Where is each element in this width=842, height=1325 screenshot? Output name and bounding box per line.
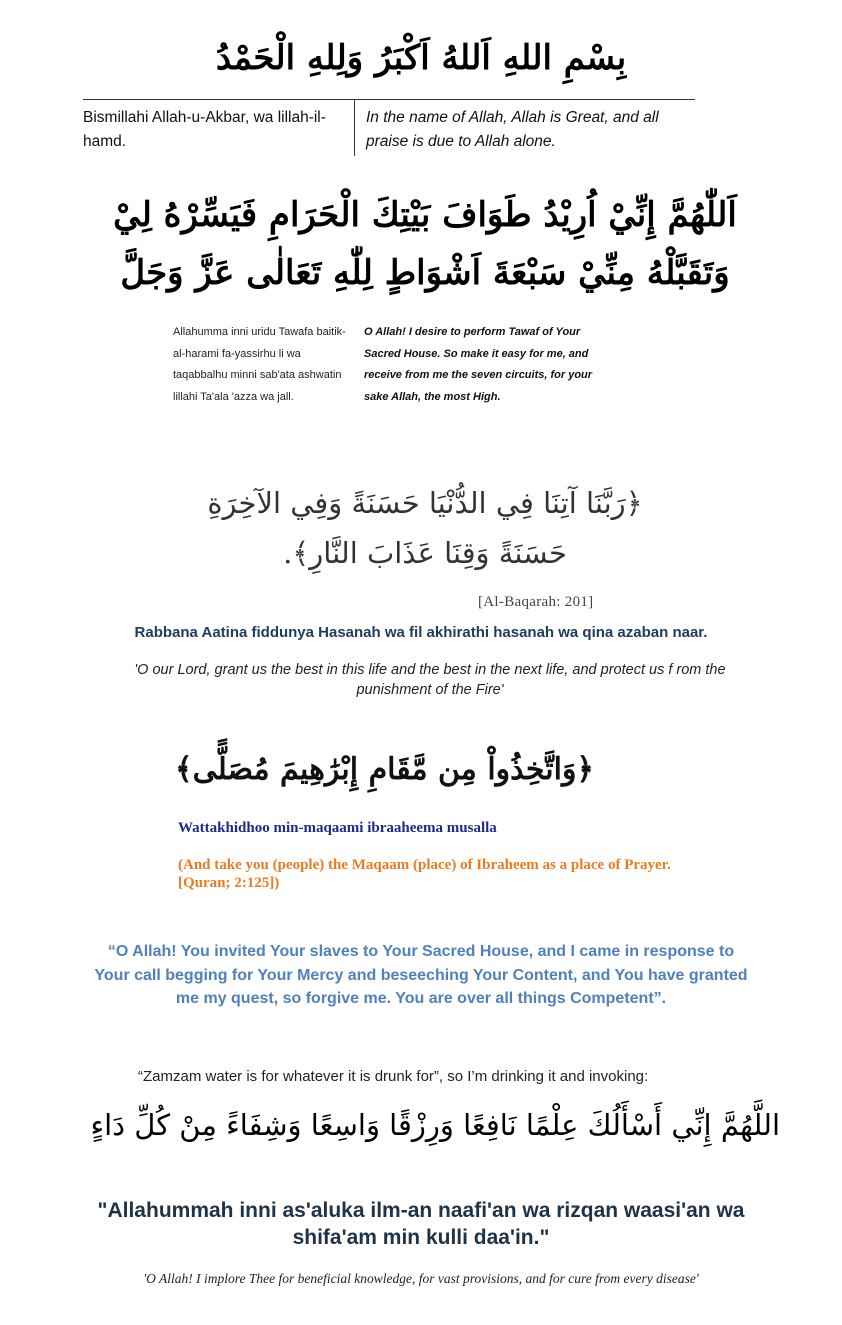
zamzam-dua-arabic-text: اللَّهُمَّ إِنِّي أَسْأَلُكَ عِلْمًا نَافِعًا وَرِزْقًا وَاسِعًا وَشِفَاءً مِنْ كُلِّ دَاءٍ bbox=[90, 1108, 780, 1142]
tawaf-intention-meaning: O Allah! I desire to perform Tawaf of Your Sacred House. So make it easy for me, and receive from me the seven circuits, for your sake Allah, the most High. bbox=[364, 326, 593, 403]
maqam-ibrahim-arabic-text: ﴿وَاتَّخِذُواْ مِن مَّقَامِ إِبْرَٰهِيمَ مُصَلًّى﴾ bbox=[175, 752, 595, 787]
maqam-ibrahim-transliteration: Wattakhidhoo min-maqaami ibraaheema musalla bbox=[178, 820, 497, 836]
zamzam-dua-transliteration: "Allahummah inni as'aluka ilm-an naafi'an wa rizqan waasi'an wa shifa'am min kulli daa'in." bbox=[97, 1199, 745, 1249]
zamzam-dua-meaning: 'O Allah! I implore Thee for beneficial knowledge, for vast provisions, and for cure from every disease' bbox=[143, 1271, 699, 1286]
bismillah-translation-table bbox=[83, 99, 695, 156]
bismillah-transliteration: Bismillahi Allah-u-Akbar, wa lillah-il-hamd. bbox=[83, 109, 326, 150]
rabbana-aatina-transliteration: Rabbana Aatina fiddunya Hasanah wa fil akhirathi hasanah wa qina azaban naar. bbox=[134, 624, 708, 641]
sacred-house-dua: “O Allah! You invited Your slaves to Your Sacred House, and I came in response to Your call begging for Your Mercy and beseeching Your Content, and You have granted me my quest, so forgive me. You are over all things Competent”. bbox=[94, 943, 748, 1007]
tawaf-intention-transliteration: Allahumma inni uridu Tawafa baitik-al-harami fa-yassirhu li wa taqabbalhu minni sab'ata ashwatin lillahi Ta'ala 'azza wa jall. bbox=[173, 326, 346, 403]
bismillah-meaning: In the name of Allah, Allah is Great, and all praise is due to Allah alone. bbox=[366, 109, 659, 150]
bismillah-arabic-text: بِسْمِ اللهِ اَللهُ اَكْبَرُ وَلِلهِ الْحَمْدُ bbox=[215, 38, 627, 78]
rabbana-aatina-arabic-text: ﴿رَبَّنَا آتِنَا فِي الدُّنْيَا حَسَنَةً وَفِي الآخِرَةِ حَسَنَةً وَقِنَا عَذَابَ النَّارِ﴾. bbox=[207, 486, 643, 570]
rabbana-aatina-meaning: 'O our Lord, grant us the best in this life and the best in the next life, and protect us f rom the punishment of the Fire' bbox=[134, 662, 726, 698]
maqam-ibrahim-meaning: (And take you (people) the Maqaam (place) of Ibraheem as a place of Prayer. [Quran; 2:125]) bbox=[178, 857, 671, 891]
table-column-divider bbox=[354, 100, 355, 156]
tawaf-intention-arabic-text: اَللّٰهُمَّ إِنِّيْ اُرِيْدُ طَوَافَ بَيْتِكَ الْحَرَامِ فَيَسِّرْهُ لِيْ وَتَقَبَّلْهُ مِنِّيْ سَبْعَةَ اَشْوَاطٍ لِلّٰهِ تَعَالٰى عَزَّ وَجَلَّ bbox=[113, 195, 737, 293]
quran-reference: [Al-Baqarah: 201] bbox=[478, 594, 594, 610]
zamzam-intro-text: “Zamzam water is for whatever it is drunk for”, so I’m drinking it and invoking: bbox=[138, 1068, 649, 1085]
